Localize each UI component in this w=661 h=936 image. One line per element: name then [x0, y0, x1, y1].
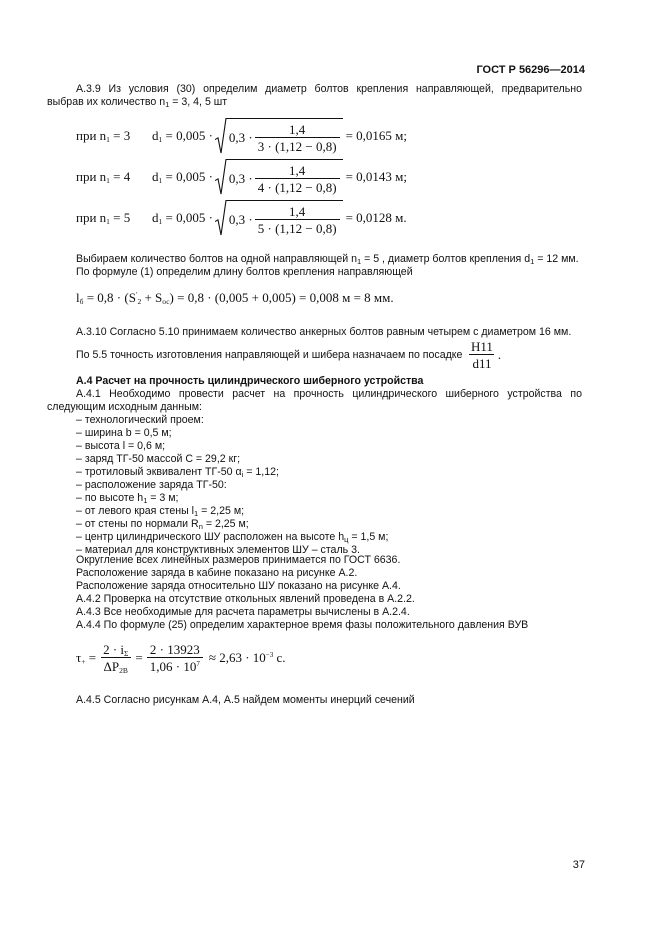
fit-numerator: H11 — [471, 339, 493, 354]
eq-numerator: 1,4 — [289, 163, 306, 178]
sqrt-expression — [215, 118, 343, 154]
note-line: Расположение заряда относительно ШУ показано на рисунке А.4. — [76, 580, 401, 592]
fit-end: . — [497, 347, 502, 362]
bolt-length-equation: $l_б = 0,8 \cdot (S'_2 + S_{ос}) = 0,8 \cdot (0,005 + 0,005) = 0,008$ м = 8 мм. — [76, 290, 394, 306]
list-item: – по высоте $h_1 = 3$ м; — [76, 492, 179, 505]
tau-eq: = — [135, 650, 143, 665]
sqrt-factor: 0,3 · — [228, 130, 253, 145]
note-line: А.4.3 Все необходимые для расчета параметры вычислены в А.2.4. — [76, 606, 410, 618]
fit-fraction — [468, 339, 501, 371]
eq-lhs: $d_1 = 0,005$ · — [152, 128, 213, 144]
note-line: Расположение заряда в кабине показано на рисунке А.2. — [76, 567, 358, 579]
tau-lhs: $\tau_+$ = — [76, 650, 97, 666]
tau-den1: $\Delta P_{2В}$ — [101, 657, 131, 674]
note-line: А.4.2 Проверка на отсутствие откольных явлений проведена в А.2.2. — [76, 593, 415, 605]
paragraph-a39-line2: выбрав их количество $n_1 = 3$, 4, 5 шт — [47, 96, 228, 109]
eq-condition: при $n_1 = 4$ — [76, 169, 131, 185]
list-item: – от левого края стены $l_1 = 2,25$ м; — [76, 505, 245, 518]
list-item: – ширина b = 0,5 м; — [76, 427, 172, 439]
formula-1-text: По формуле (1) определим длину болтов крепления направляющей — [76, 266, 413, 278]
list-item: – расположение заряда ТГ-50: — [76, 479, 227, 491]
sqrt-factor: 0,3 · — [228, 171, 253, 186]
tau-num1: $2 \cdot i_\Sigma$ — [103, 642, 129, 658]
bolt-equation-row — [76, 200, 407, 236]
eq-result: = 0,0128 м. — [345, 210, 407, 225]
note-line: Округление всех линейных размеров принимается по ГОСТ 6636. — [76, 554, 401, 566]
eq-condition: при $n_1 = 3$ — [76, 128, 131, 144]
sqrt-expression — [215, 159, 343, 195]
paragraph-a39-line1: А.3.9 Из условия (30) определим диаметр болтов крепления направляющей, предварительно — [76, 83, 582, 95]
fit-text: По 5.5 точность изготовления направляющей и шибера назначаем по посадке — [76, 349, 463, 361]
sqrt-factor: 0,3 · — [228, 212, 253, 227]
tau-result: ≈ $2,63 \cdot 10^{-3}$ с. — [208, 650, 286, 665]
list-item: – тротиловый эквивалент ТГ-50 $\alpha_i = 1,12$; — [76, 466, 279, 479]
eq-denominator: 4 · (1,12 − 0,8) — [255, 178, 340, 195]
eq-denominator: 5 · (1,12 − 0,8) — [255, 219, 340, 236]
eq-condition: при $n_1 = 5$ — [76, 210, 131, 226]
list-item: – высота l = 0,6 м; — [76, 440, 166, 452]
section-a4-title: А.4 Расчет на прочность цилиндрического шиберного устройства — [76, 375, 424, 387]
eq-numerator: 1,4 — [289, 204, 306, 219]
tau-num2: 2 · 13923 — [149, 642, 200, 657]
list-item: – технологический проем: — [76, 414, 204, 426]
paragraph-a41-line2: следующим исходным данным: — [47, 401, 202, 413]
bolt-choice-text: Выбираем количество болтов на одной направляющей $n_1 = 5$ , диаметр болтов крепления $d_1 = 12$ мм. — [76, 253, 579, 266]
eq-numerator: 1,4 — [289, 122, 306, 137]
document-header: ГОСТ Р 56296—2014 — [476, 64, 585, 76]
paragraph-a45: А.4.5 Согласно рисункам А.4, А.5 найдем моменты инерций сечений — [76, 694, 415, 706]
radical-sign-icon — [215, 118, 227, 154]
eq-lhs: $d_1 = 0,005$ · — [152, 169, 213, 185]
note-line: А.4.4 По формуле (25) определим характерное время фазы положительного давления ВУВ — [76, 619, 529, 631]
eq-lhs: $d_1 = 0,005$ · — [152, 210, 213, 226]
radical-sign-icon — [215, 159, 227, 195]
tau-equation — [76, 642, 286, 674]
eq-result: = 0,0143 м; — [345, 169, 408, 184]
sqrt-expression — [215, 200, 343, 236]
bolt-equation-row — [76, 118, 407, 154]
eq-denominator: 3 · (1,12 − 0,8) — [255, 137, 340, 154]
list-item: – заряд ТГ-50 массой С = 29,2 кг; — [76, 453, 241, 465]
page-number: 37 — [572, 859, 585, 871]
list-item: – центр цилиндрического ШУ расположен на высоте $h_ц = 1,5$ м; — [76, 531, 389, 544]
radical-sign-icon — [215, 200, 227, 236]
tau-den2: $1,06 \cdot 10^7$ — [147, 657, 203, 674]
bolt-equation-row — [76, 159, 407, 195]
eq-result: = 0,0165 м; — [345, 128, 408, 143]
paragraph-a41-line1: А.4.1 Необходимо провести расчет на прочность цилиндрического шиберного устройства по — [76, 388, 582, 400]
fit-denominator: d11 — [469, 354, 494, 371]
list-item: – от стены по нормали $R_n = 2,25$ м; — [76, 518, 249, 531]
paragraph-a310: А.3.10 Согласно 5.10 принимаем количество анкерных болтов равным четырем с диаметром 16 мм. — [76, 326, 572, 338]
list-item: – материал для конструктивных элементов ШУ – сталь 3. — [76, 544, 360, 556]
